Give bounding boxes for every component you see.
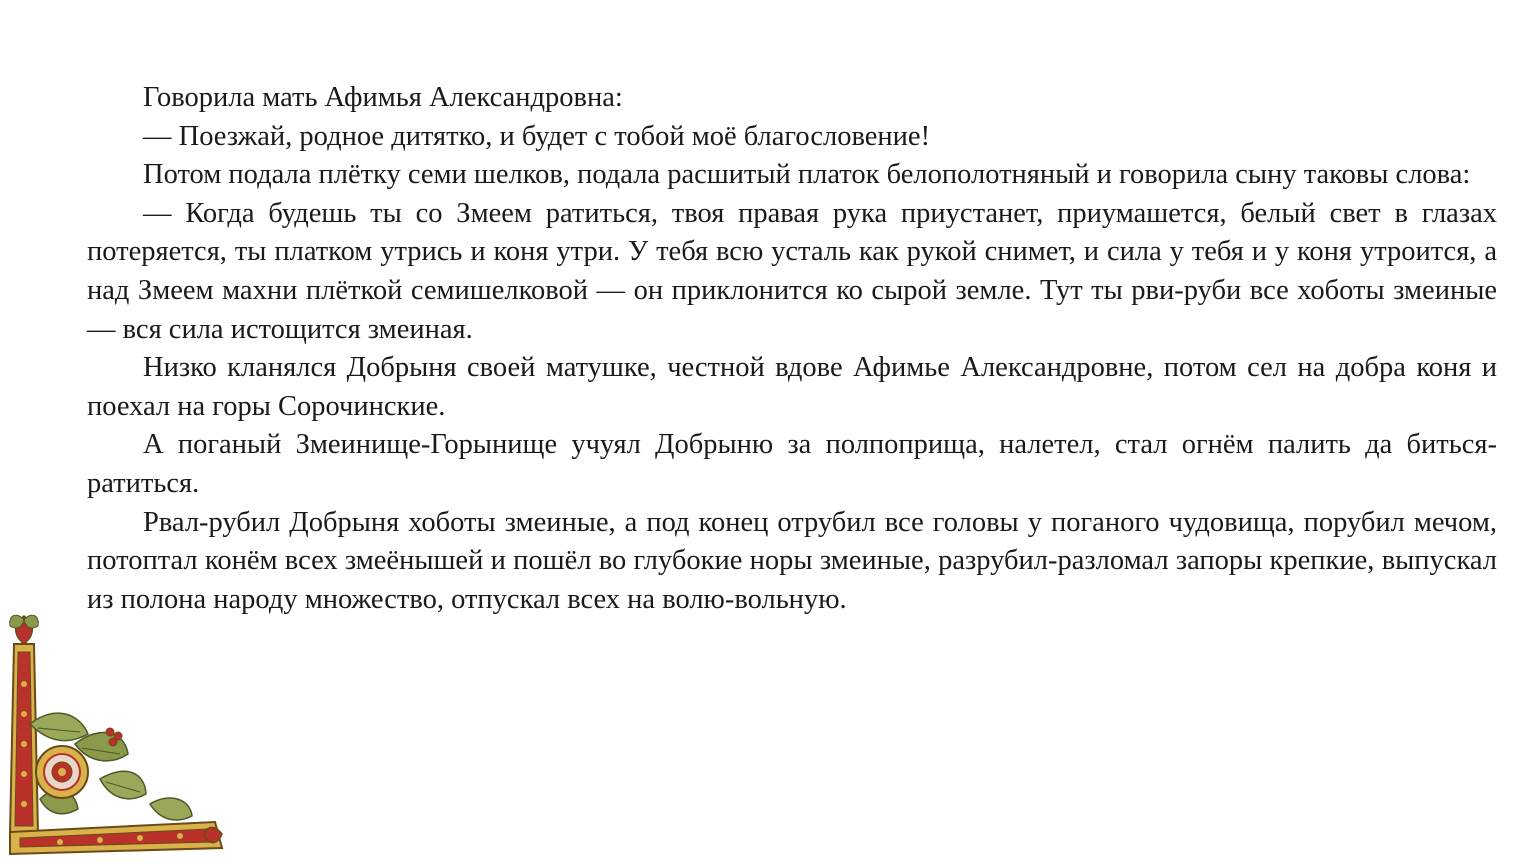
paragraph-3: Потом подала плётку семи шелков, подала расшитый платок белополотняный и говорила сыну таковы слова: bbox=[143, 159, 1471, 191]
paragraph-7: Рвал-рубил Добрыня хоботы змеиные, а под конец отрубил все головы у поганого чудовища, порубил мечом, потоптал конём всех змеёнышей и пошёл во глубокие норы змеиные, разрубил-разломал запоры крепкие, выпускал из полона народу множество, отпускал всех на волю-вольную. bbox=[87, 506, 1497, 615]
paragraph-6: А поганый Змеинище-Горынище учуял Добрыню за полпоприща, налетел, стал огнём палить да биться-ратиться. bbox=[87, 429, 1497, 499]
paragraph-1: Говорила мать Афимья Александровна: bbox=[143, 82, 623, 113]
paragraph-5: Низко кланялся Добрыня своей матушке, честной вдове Афимье Александровне, потом сел на добра коня и поехал на горы Сорочинские. bbox=[87, 352, 1497, 422]
story-text bbox=[87, 79, 1497, 619]
paragraph-2: — Поезжай, родное дитятко, и будет с тобой моё благословение! bbox=[143, 120, 931, 152]
paragraph-4: — Когда будешь ты со Змеем ратиться, твоя правая рука приустанет, приумашется, белый свет в глазах потеряется, ты платком утрись и коня утри. У тебя всю усталь как рукой снимет, и сила у тебя и у коня утроится, а над Змеем махни плёткой семишелковой — он приклонится ко сырой земле. Тут ты рви-руби все хоботы змеиные — вся сила истощится змеиная. bbox=[87, 197, 1497, 345]
floral-corner-ornament-icon bbox=[0, 604, 240, 864]
